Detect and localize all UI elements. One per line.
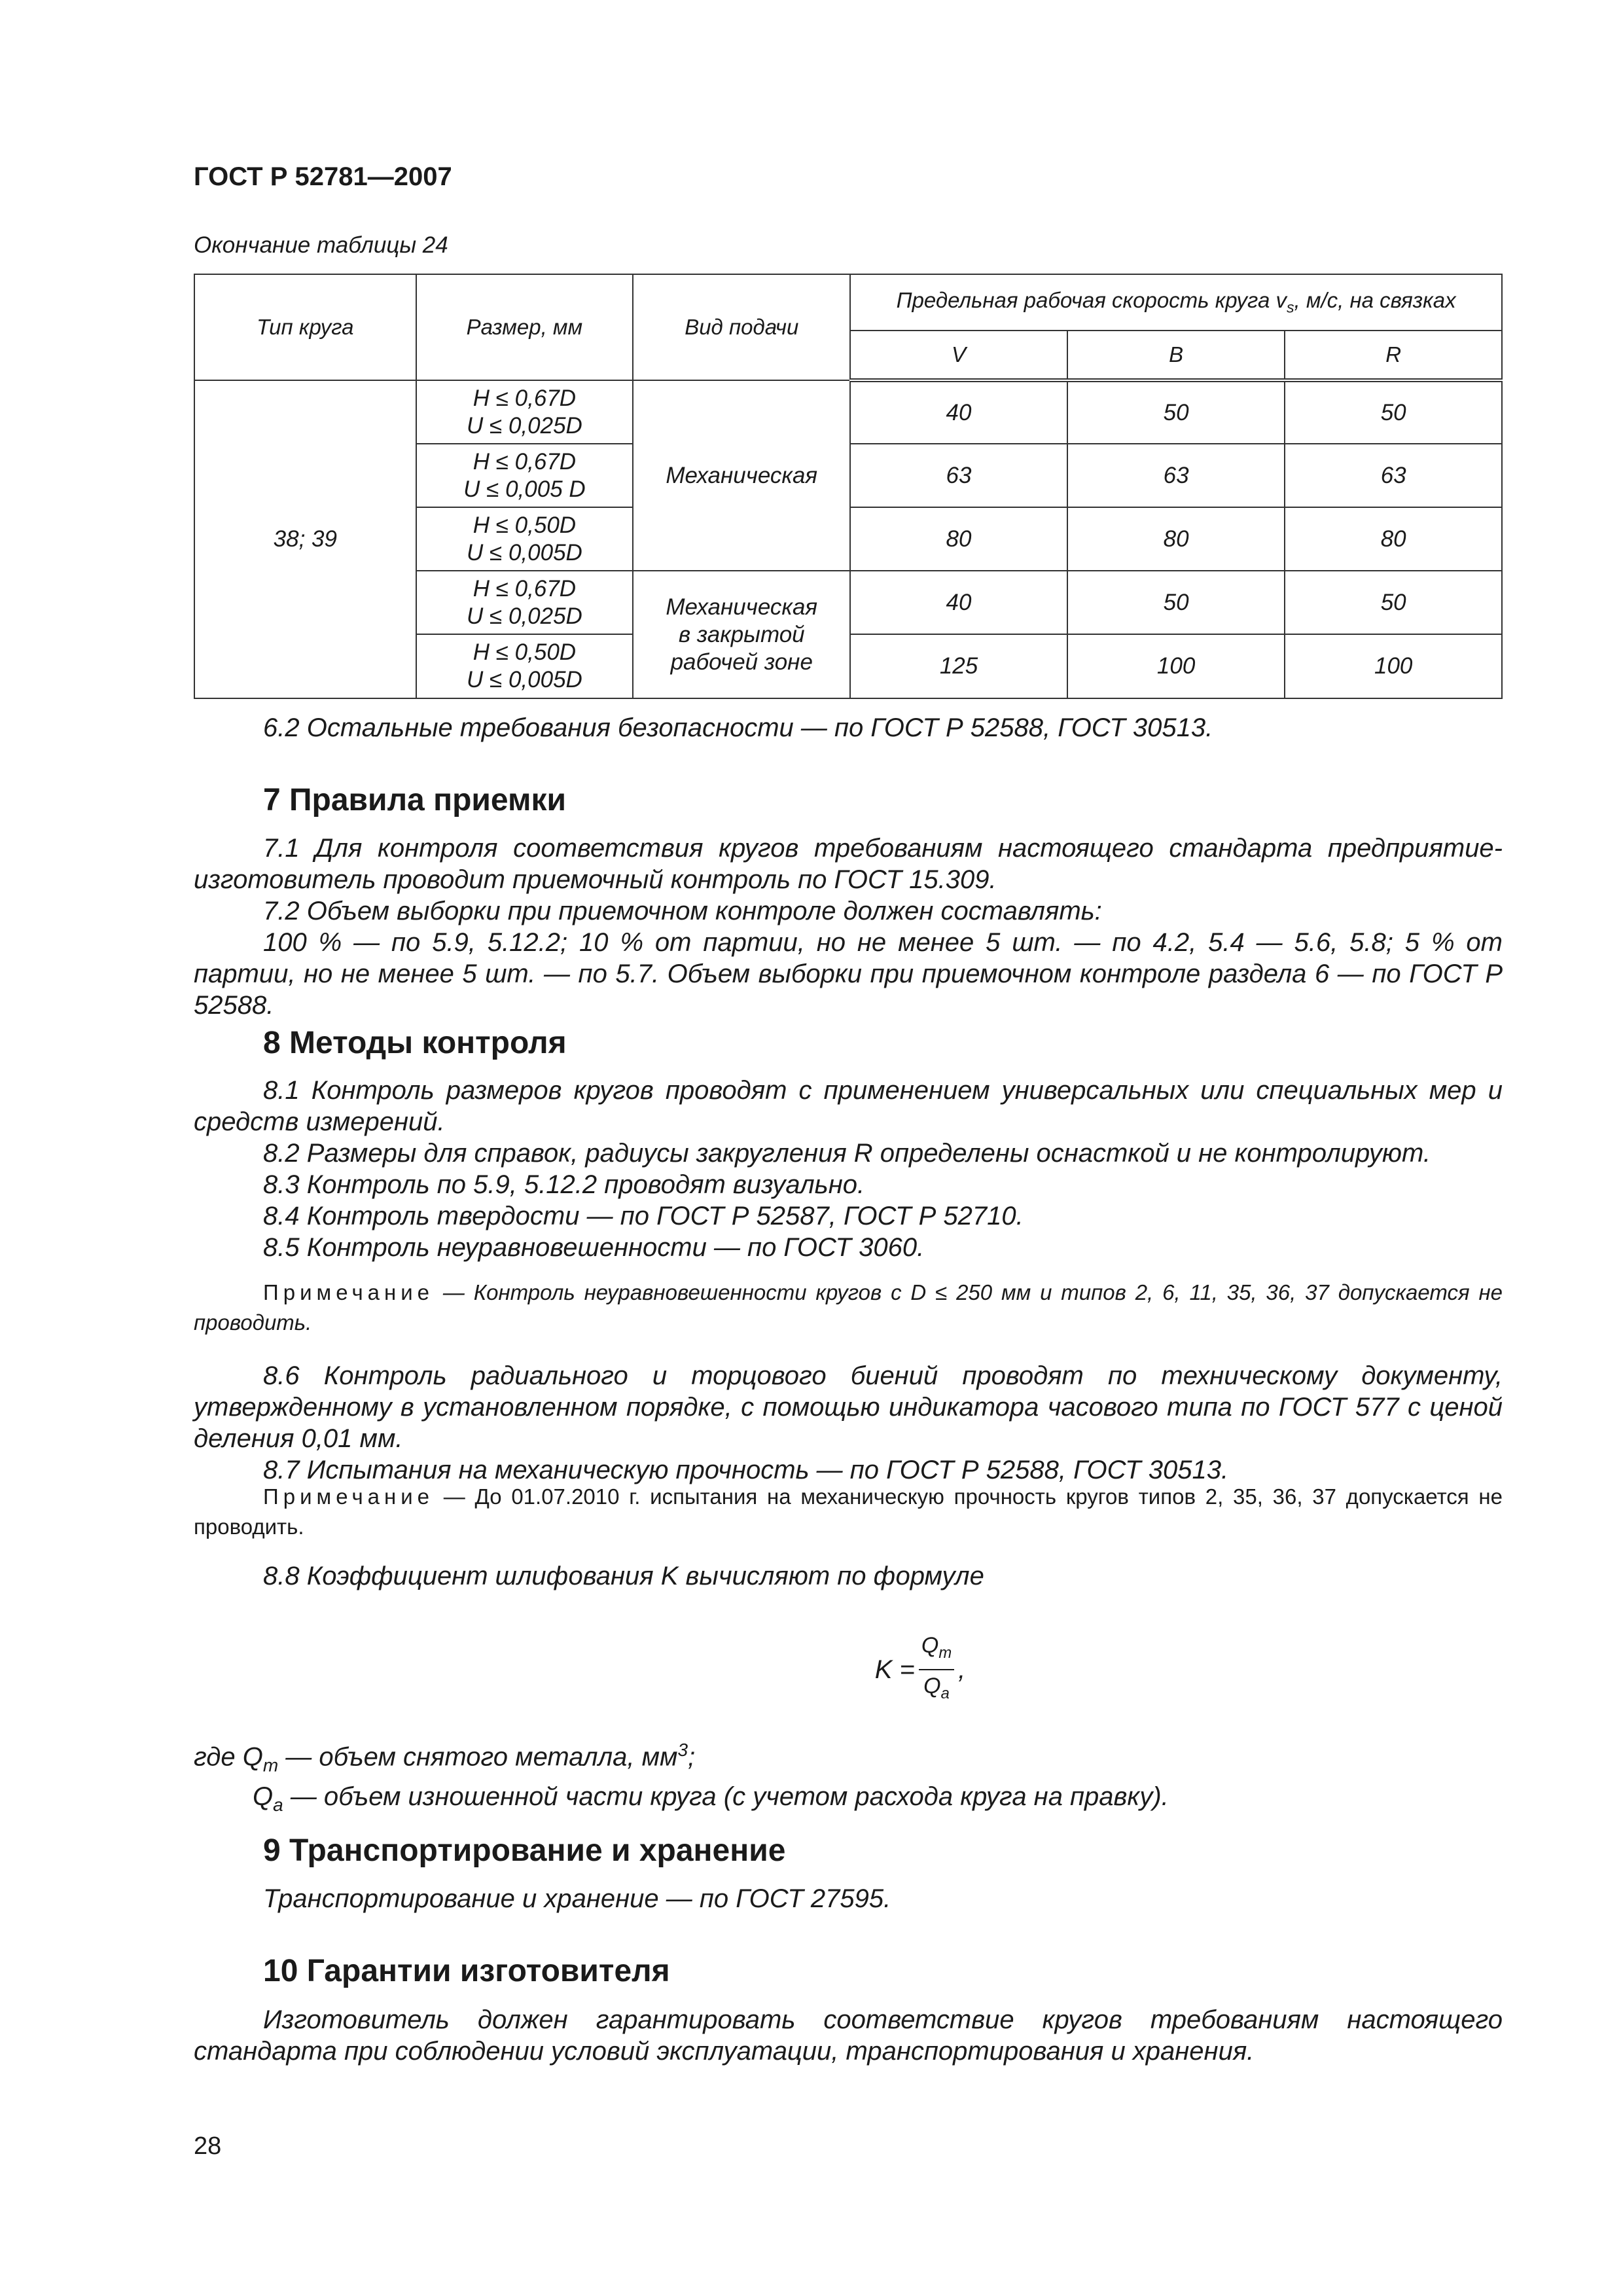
cell-size: H ≤ 0,50D U ≤ 0,005D	[416, 507, 633, 571]
header-speed: Предельная рабочая скорость круга $v_s$, м/с, на связках	[850, 274, 1502, 331]
cell-value-r: 63	[1285, 444, 1502, 507]
paragraph-8-6: 8.6 Контроль радиального и торцового биений проводят по техническому документу, утвержденному в установленном порядке, с помощью индикатора часового типа по ГОСТ 577 с ценой деления 0,01 мм.	[194, 1361, 1503, 1453]
cell-value-v: 40	[850, 571, 1067, 634]
cell-feed-mechanical: Механическая	[633, 380, 850, 571]
document-header: ГОСТ Р 52781—2007	[194, 162, 452, 191]
paragraph-7-2: 7.2 Объем выборки при приемочном контроле должен составлять:	[263, 897, 1102, 925]
cell-value-r: 50	[1285, 571, 1502, 634]
paragraph-7-2-values: 100 % — по 5.9, 5.12.2; 10 % от партии, но не менее 5 шт. — по 4.2, 5.4 — 5.6, 5.8; 5 % от партии, но не менее 5 шт. — по 5.7. Объем выборки при приемочном контроле раздела 6 — по ГОСТ Р 52588.	[194, 928, 1503, 1020]
header-type: Тип круга	[194, 274, 416, 380]
cell-value-v: 125	[850, 634, 1067, 698]
header-bond-r: R	[1285, 331, 1502, 380]
paragraph-8-7: 8.7 Испытания на механическую прочность — по ГОСТ Р 52588, ГОСТ 30513.	[263, 1456, 1229, 1484]
cell-size: H ≤ 0,50D U ≤ 0,005D	[416, 634, 633, 698]
paragraph-8-4: 8.4 Контроль твердости — по ГОСТ Р 52587, ГОСТ Р 52710.	[263, 1202, 1024, 1230]
cell-feed-closed-zone: Механическая в закрытой рабочей зоне	[633, 571, 850, 698]
page-number: 28	[194, 2132, 222, 2160]
cell-value-b: 80	[1067, 507, 1285, 571]
cell-value-r: 80	[1285, 507, 1502, 571]
paragraph-8-8: 8.8 Коэффициент шлифования K вычисляют по формуле	[263, 1562, 984, 1590]
header-size: Размер, мм	[416, 274, 633, 380]
paragraph-9: Транспортирование и хранение — по ГОСТ 27595.	[263, 1884, 891, 1913]
cell-size: H ≤ 0,67D U ≤ 0,025D	[416, 571, 633, 634]
paragraph-8-3: 8.3 Контроль по 5.9, 5.12.2 проводят визуально.	[263, 1170, 865, 1199]
paragraph-8-2: 8.2 Размеры для справок, радиусы закругления R определены оснасткой и не контролируют.	[263, 1139, 1431, 1168]
cell-value-b: 50	[1067, 571, 1285, 634]
cell-type: 38; 39	[194, 380, 416, 698]
cell-value-b: 100	[1067, 634, 1285, 698]
table-24	[194, 274, 1503, 699]
cell-size: H ≤ 0,67D U ≤ 0,005 D	[416, 444, 633, 507]
table-caption: Окончание таблицы 24	[194, 232, 448, 258]
where-qm: где $Q_m$ — объем снятого металла, $мм^3$;	[194, 1740, 696, 1776]
where-qa: $Q_a$ — объем изношенной части круга (с учетом расхода круга на правку).	[253, 1782, 1169, 1816]
cell-value-v: 63	[850, 444, 1067, 507]
cell-value-v: 40	[850, 380, 1067, 444]
header-feed: Вид подачи	[633, 274, 850, 380]
paragraph-10: Изготовитель должен гарантировать соответствие кругов требованиям настоящего стандарта при соблюдении условий эксплуатации, транспортирования и хранения.	[194, 2005, 1503, 2066]
header-bond-v: V	[850, 331, 1067, 380]
cell-value-r: 50	[1285, 380, 1502, 444]
note-1: Примечание — Контроль неуравновешенности кругов с D ≤ 250 мм и типов 2, 6, 11, 35, 36, 37 допускается не проводить.	[194, 1280, 1503, 1335]
paragraph-8-5: 8.5 Контроль неуравновешенности — по ГОСТ 3060.	[263, 1233, 925, 1262]
cell-value-r: 100	[1285, 634, 1502, 698]
paragraph-6-2: 6.2 Остальные требования безопасности — по ГОСТ Р 52588, ГОСТ 30513.	[263, 713, 1213, 742]
paragraph-8-1: 8.1 Контроль размеров кругов проводят с применением универсальных или специальных мер и средств измерений.	[194, 1076, 1503, 1136]
cell-size: H ≤ 0,67D U ≤ 0,025D	[416, 380, 633, 444]
section-10-heading: 10 Гарантии изготовителя	[263, 1954, 670, 1988]
cell-value-b: 50	[1067, 380, 1285, 444]
cell-value-v: 80	[850, 507, 1067, 571]
cell-value-b: 63	[1067, 444, 1285, 507]
formula-k: K = $\frac{Q_m}{Q_a}$ ,	[338, 1630, 1503, 1710]
note-2: Примечание — До 01.07.2010 г. испытания на механическую прочность кругов типов 2, 35, 36, 37 допускается не проводить.	[194, 1484, 1503, 1539]
section-9-heading: 9 Транспортирование и хранение	[263, 1833, 786, 1868]
section-7-heading: 7 Правила приемки	[263, 783, 567, 817]
header-bond-b: B	[1067, 331, 1285, 380]
section-8-heading: 8 Методы контроля	[263, 1026, 567, 1060]
table-row	[194, 380, 1502, 444]
paragraph-7-1: 7.1 Для контроля соответствия кругов требованиям настоящего стандарта предприятие-изготовитель проводит приемочный контроль по ГОСТ 15.309.	[194, 834, 1503, 894]
